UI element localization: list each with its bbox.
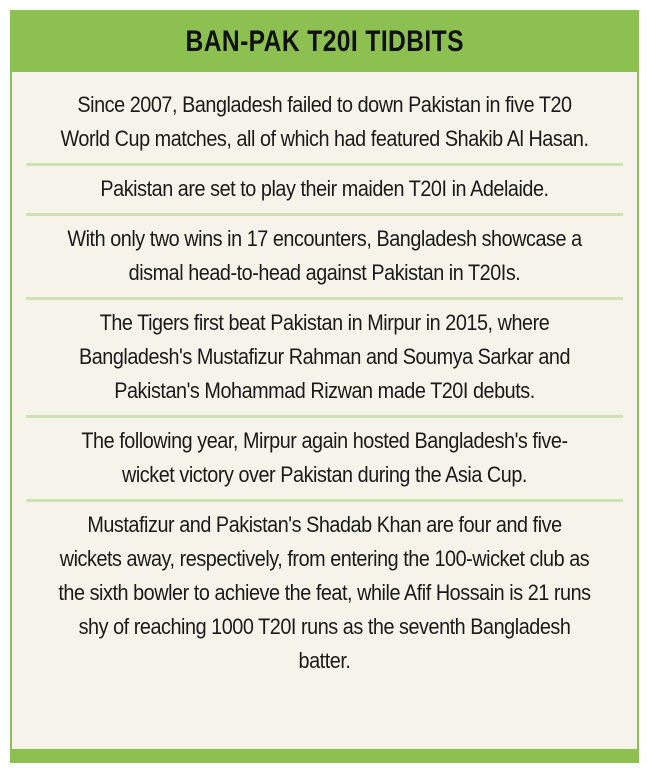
tidbit-item bbox=[26, 216, 623, 300]
tidbit-item bbox=[26, 502, 623, 685]
tidbit-text: The following year, Mirpur again hosted Bangladesh's five-wicket victory over Pakistan during the Asia Cup. bbox=[81, 428, 568, 487]
tidbit-text: The Tigers first beat Pakistan in Mirpur in 2015, where Bangladesh's Mustafizur Rahman and Soumya Sarkar and Pakistan's Mohammad Rizwan made T20I debuts. bbox=[78, 310, 571, 403]
card-header bbox=[12, 12, 637, 72]
tidbits-list bbox=[12, 72, 637, 685]
tidbit-item bbox=[26, 418, 623, 502]
tidbit-text: With only two wins in 17 encounters, Bangladesh showcase a dismal head-to-head against Pakistan in T20Is. bbox=[67, 226, 582, 285]
tidbit-item bbox=[26, 82, 623, 166]
tidbit-text: Pakistan are set to play their maiden T20I in Adelaide. bbox=[100, 176, 549, 201]
tidbits-card bbox=[10, 10, 639, 763]
tidbit-text: Mustafizur and Pakistan's Shadab Khan are four and five wickets away, respectively, from entering the 100-wicket club as the sixth bowler to achieve the feat, while Afif Hossain is 21 runs shy of reaching 1000 T20I runs as the seventh Bangladesh batter. bbox=[58, 512, 591, 673]
tidbit-item bbox=[26, 300, 623, 418]
bottom-accent-bar bbox=[12, 749, 637, 761]
tidbit-item bbox=[26, 166, 623, 216]
card-title: BAN-PAK T20I TIDBITS bbox=[185, 25, 464, 58]
tidbit-text: Since 2007, Bangladesh failed to down Pakistan in five T20 World Cup matches, all of which had featured Shakib Al Hasan. bbox=[60, 92, 589, 151]
